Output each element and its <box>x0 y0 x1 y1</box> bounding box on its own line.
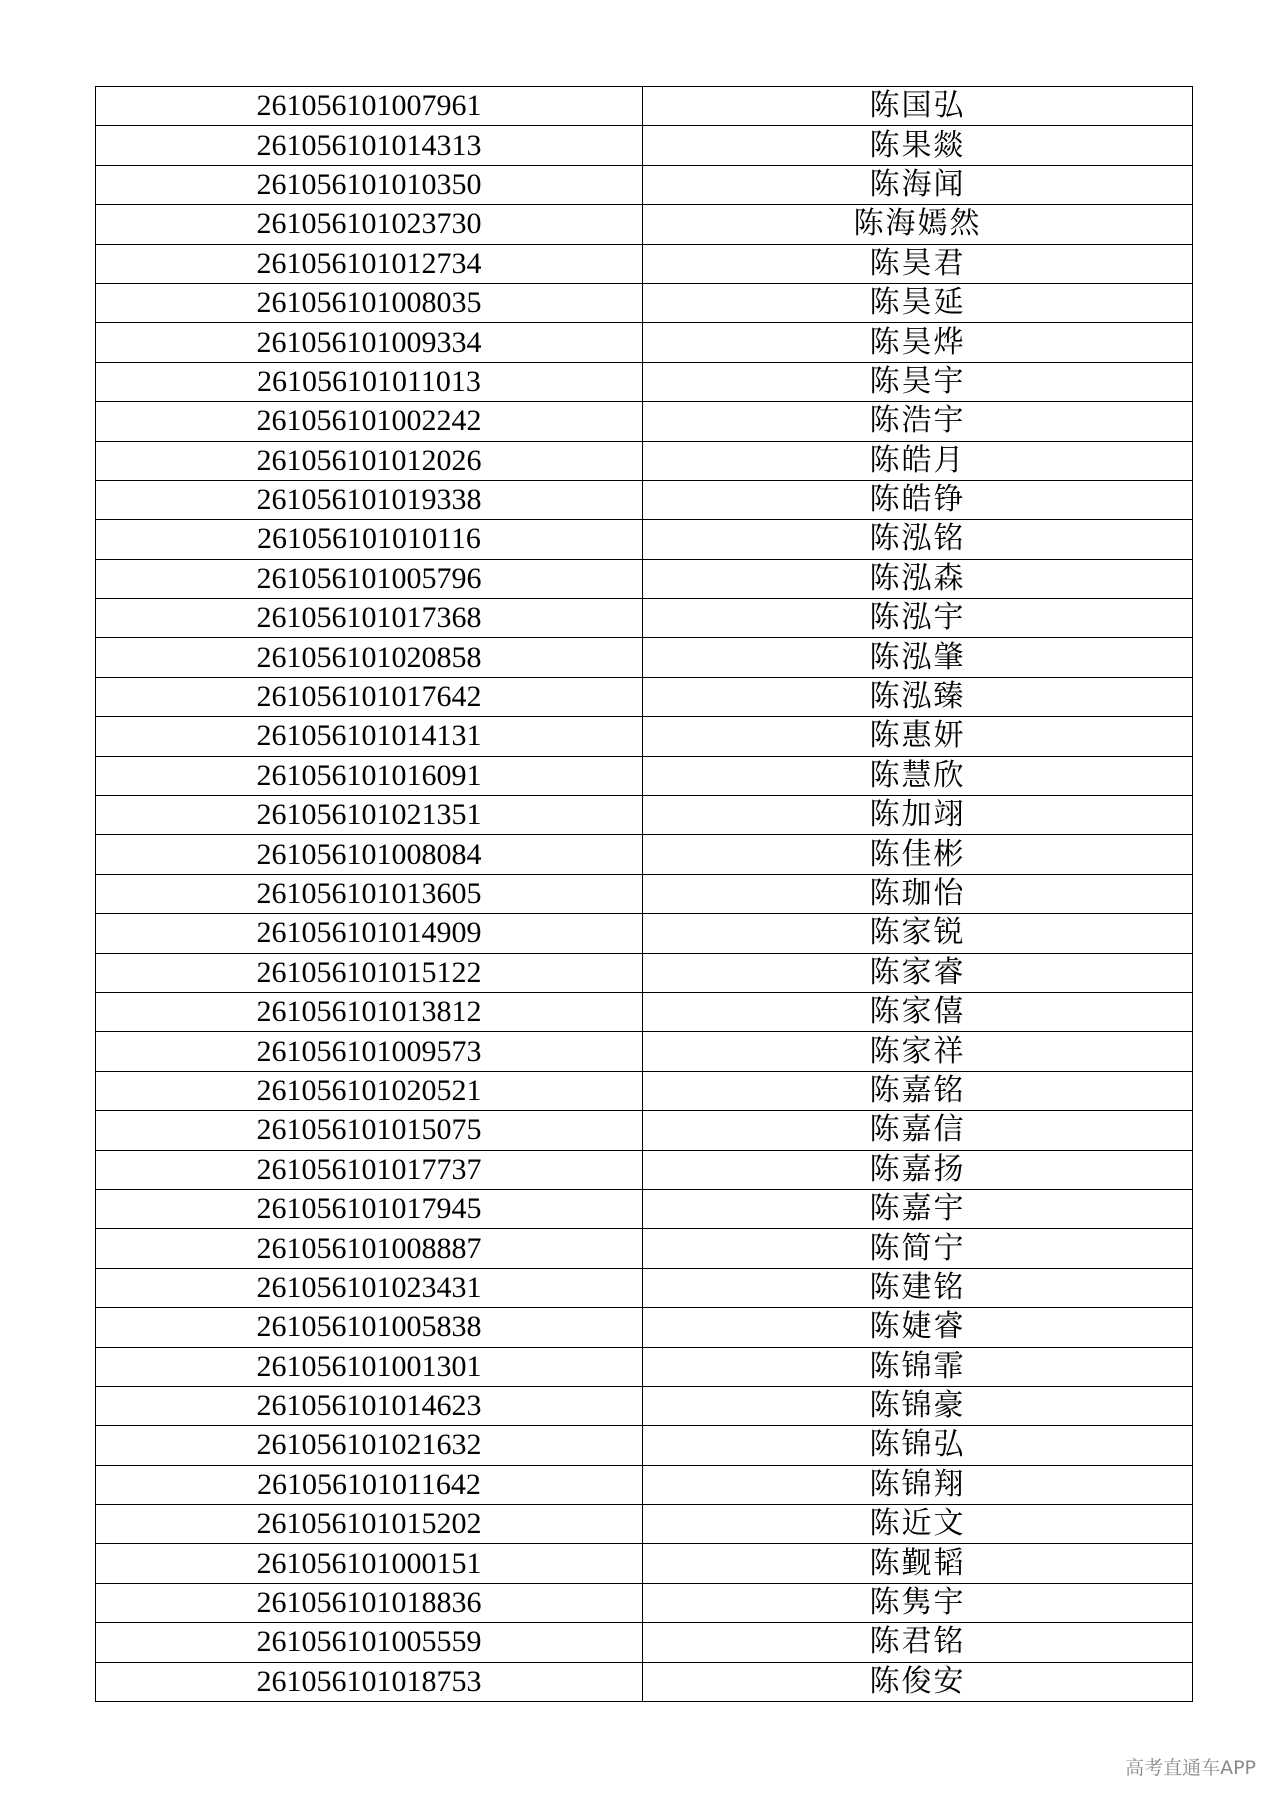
table-row <box>96 323 1193 362</box>
table-row <box>96 953 1193 992</box>
candidate-id-cell: 261056101017945 <box>96 1189 643 1228</box>
table-row <box>96 520 1193 559</box>
watermark-label: 高考直通车APP <box>1125 1757 1256 1779</box>
candidate-name-cell: 陈家睿 <box>643 953 1193 992</box>
candidate-name-cell: 陈泓宇 <box>643 599 1193 638</box>
table-row <box>96 559 1193 598</box>
candidate-name-cell: 陈俊安 <box>643 1662 1193 1701</box>
candidate-id-cell: 261056101020858 <box>96 638 643 677</box>
candidate-name-cell: 陈昊烨 <box>643 323 1193 362</box>
table-row <box>96 126 1193 165</box>
candidate-name-cell: 陈嘉铭 <box>643 1071 1193 1110</box>
candidate-id-cell: 261056101018836 <box>96 1583 643 1622</box>
table-row <box>96 362 1193 401</box>
candidate-id-cell: 261056101017737 <box>96 1150 643 1189</box>
candidate-id-cell: 261056101010116 <box>96 520 643 559</box>
candidate-name-cell: 陈简宁 <box>643 1229 1193 1268</box>
table-row <box>96 1032 1193 1071</box>
table-row <box>96 717 1193 756</box>
candidate-id-cell: 261056101021632 <box>96 1426 643 1465</box>
candidate-id-cell: 261056101014131 <box>96 717 643 756</box>
candidate-name-cell: 陈家祥 <box>643 1032 1193 1071</box>
candidate-id-cell: 261056101001301 <box>96 1347 643 1386</box>
table-row <box>96 796 1193 835</box>
table-row <box>96 1505 1193 1544</box>
candidate-name-cell: 陈昊君 <box>643 244 1193 283</box>
candidate-id-cell: 261056101014623 <box>96 1386 643 1425</box>
candidate-name-cell: 陈浩宇 <box>643 402 1193 441</box>
candidate-id-cell: 261056101014909 <box>96 914 643 953</box>
candidate-name-cell: 陈海嫣然 <box>643 205 1193 244</box>
table-row <box>96 1544 1193 1583</box>
table-row <box>96 874 1193 913</box>
table-row <box>96 677 1193 716</box>
table-row <box>96 756 1193 795</box>
table-row <box>96 1426 1193 1465</box>
candidate-name-cell: 陈锦翔 <box>643 1465 1193 1504</box>
candidate-name-cell: 陈昊宇 <box>643 362 1193 401</box>
table-row <box>96 914 1193 953</box>
candidate-id-cell: 261056101021351 <box>96 796 643 835</box>
candidate-id-cell: 261056101015075 <box>96 1111 643 1150</box>
candidate-name-cell: 陈皓铮 <box>643 480 1193 519</box>
candidate-id-cell: 261056101018753 <box>96 1662 643 1701</box>
table-row <box>96 638 1193 677</box>
candidate-id-cell: 261056101008084 <box>96 835 643 874</box>
candidate-id-cell: 261056101009573 <box>96 1032 643 1071</box>
candidate-id-cell: 261056101002242 <box>96 402 643 441</box>
table-row <box>96 835 1193 874</box>
candidate-name-cell: 陈果燚 <box>643 126 1193 165</box>
candidate-name-cell: 陈家僖 <box>643 992 1193 1031</box>
table-row <box>96 599 1193 638</box>
candidate-id-cell: 261056101013812 <box>96 992 643 1031</box>
candidate-name-cell: 陈嘉宇 <box>643 1189 1193 1228</box>
table-row <box>96 1583 1193 1622</box>
candidate-name-cell: 陈慧欣 <box>643 756 1193 795</box>
candidate-name-cell: 陈觐韬 <box>643 1544 1193 1583</box>
candidate-id-cell: 261056101014313 <box>96 126 643 165</box>
candidate-id-cell: 261056101009334 <box>96 323 643 362</box>
candidate-id-cell: 261056101008887 <box>96 1229 643 1268</box>
table-row <box>96 1465 1193 1504</box>
candidate-name-cell: 陈婕睿 <box>643 1308 1193 1347</box>
candidate-name-cell: 陈家锐 <box>643 914 1193 953</box>
table-row <box>96 1308 1193 1347</box>
candidate-id-cell: 261056101000151 <box>96 1544 643 1583</box>
roster-table <box>95 86 1193 1702</box>
candidate-name-cell: 陈海闻 <box>643 165 1193 204</box>
candidate-id-cell: 261056101017368 <box>96 599 643 638</box>
table-row <box>96 402 1193 441</box>
candidate-id-cell: 261056101011642 <box>96 1465 643 1504</box>
candidate-name-cell: 陈惠妍 <box>643 717 1193 756</box>
candidate-name-cell: 陈泓肇 <box>643 638 1193 677</box>
candidate-id-cell: 261056101016091 <box>96 756 643 795</box>
candidate-name-cell: 陈君铭 <box>643 1623 1193 1662</box>
table-row <box>96 1229 1193 1268</box>
candidate-name-cell: 陈珈怡 <box>643 874 1193 913</box>
table-row <box>96 480 1193 519</box>
candidate-name-cell: 陈佳彬 <box>643 835 1193 874</box>
table-row <box>96 205 1193 244</box>
candidate-id-cell: 261056101015202 <box>96 1505 643 1544</box>
candidate-id-cell: 261056101012734 <box>96 244 643 283</box>
candidate-id-cell: 261056101013605 <box>96 874 643 913</box>
candidate-id-cell: 261056101015122 <box>96 953 643 992</box>
table-row <box>96 1623 1193 1662</box>
candidate-name-cell: 陈隽宇 <box>643 1583 1193 1622</box>
roster-body <box>96 87 1193 1702</box>
candidate-id-cell: 261056101008035 <box>96 283 643 322</box>
candidate-id-cell: 261056101017642 <box>96 677 643 716</box>
candidate-name-cell: 陈昊延 <box>643 283 1193 322</box>
table-row <box>96 992 1193 1031</box>
candidate-name-cell: 陈建铭 <box>643 1268 1193 1307</box>
candidate-id-cell: 261056101020521 <box>96 1071 643 1110</box>
candidate-id-cell: 261056101023730 <box>96 205 643 244</box>
candidate-name-cell: 陈加翊 <box>643 796 1193 835</box>
candidate-id-cell: 261056101011013 <box>96 362 643 401</box>
candidate-id-cell: 261056101023431 <box>96 1268 643 1307</box>
candidate-name-cell: 陈泓铭 <box>643 520 1193 559</box>
table-row <box>96 87 1193 126</box>
candidate-name-cell: 陈锦霏 <box>643 1347 1193 1386</box>
table-row <box>96 1386 1193 1425</box>
candidate-id-cell: 261056101005796 <box>96 559 643 598</box>
candidate-id-cell: 261056101010350 <box>96 165 643 204</box>
candidate-name-cell: 陈嘉扬 <box>643 1150 1193 1189</box>
table-row <box>96 1150 1193 1189</box>
candidate-name-cell: 陈锦豪 <box>643 1386 1193 1425</box>
table-row <box>96 1347 1193 1386</box>
candidate-name-cell: 陈国弘 <box>643 87 1193 126</box>
candidate-id-cell: 261056101005838 <box>96 1308 643 1347</box>
table-row <box>96 165 1193 204</box>
table-row <box>96 1662 1193 1701</box>
candidate-id-cell: 261056101007961 <box>96 87 643 126</box>
candidate-name-cell: 陈嘉信 <box>643 1111 1193 1150</box>
table-row <box>96 441 1193 480</box>
candidate-id-cell: 261056101019338 <box>96 480 643 519</box>
table-row <box>96 1268 1193 1307</box>
candidate-name-cell: 陈泓森 <box>643 559 1193 598</box>
candidate-id-cell: 261056101012026 <box>96 441 643 480</box>
candidate-name-cell: 陈皓月 <box>643 441 1193 480</box>
table-row <box>96 1071 1193 1110</box>
candidate-name-cell: 陈泓臻 <box>643 677 1193 716</box>
table-row <box>96 1189 1193 1228</box>
candidate-id-cell: 261056101005559 <box>96 1623 643 1662</box>
table-row <box>96 244 1193 283</box>
table-row <box>96 1111 1193 1150</box>
table-row <box>96 283 1193 322</box>
candidate-name-cell: 陈锦弘 <box>643 1426 1193 1465</box>
candidate-name-cell: 陈近文 <box>643 1505 1193 1544</box>
